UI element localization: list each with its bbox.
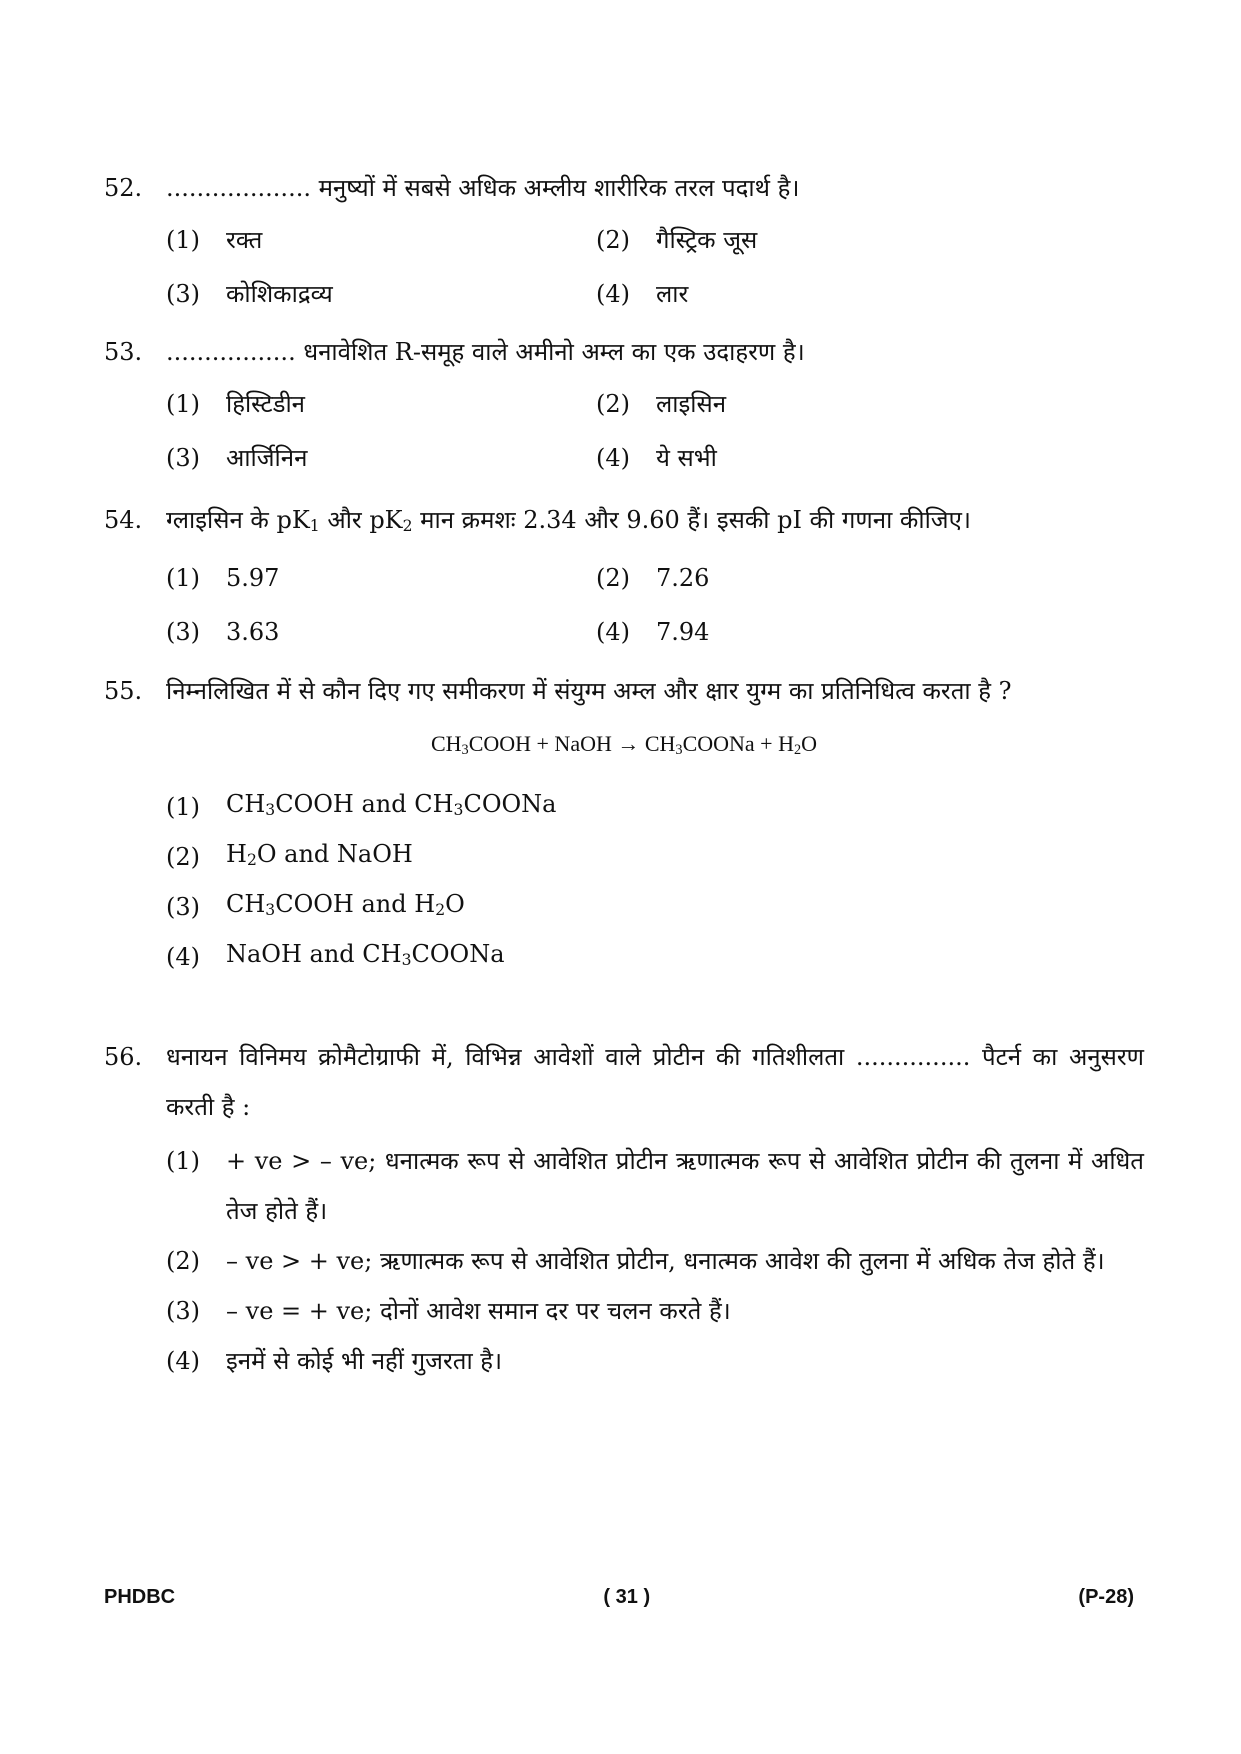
series-code: (P-28)	[1078, 1586, 1134, 1608]
option-4	[596, 267, 1026, 321]
option-text: लार	[656, 280, 689, 308]
subscript: 2	[402, 517, 413, 536]
option-number: (3)	[166, 618, 200, 647]
option-number: (1)	[166, 390, 200, 418]
option-3	[166, 1286, 1144, 1336]
options	[166, 377, 1144, 485]
option-text: रक्त	[226, 226, 263, 254]
option-text: + ve > – ve; धनात्मक रूप से आवेशित प्रोटीन ऋणात्मक रूप से आवेशित प्रोटीन की तुलना में अधित तेज होते हैं।	[226, 1147, 1144, 1225]
option-text: – ve = + ve; दोनों आवेश समान दर पर चलन करते हैं।	[226, 1297, 731, 1325]
option-4	[596, 431, 1026, 485]
subscript: 3	[401, 950, 412, 969]
option-text: हिस्टिडीन	[226, 390, 305, 418]
question-number: 56.	[104, 1043, 143, 1071]
eq-part: COONa + H	[682, 731, 794, 756]
option-text	[226, 779, 557, 835]
question-53	[104, 327, 1144, 485]
options	[166, 213, 1144, 321]
option-text: लाइसिन	[656, 390, 727, 418]
question-number: 54.	[104, 506, 143, 534]
option-number: (1)	[166, 564, 200, 593]
option-text: आर्जिनिन	[226, 444, 308, 472]
option-2	[166, 1236, 1144, 1286]
option-text	[226, 829, 413, 885]
text-part: NaOH and CH	[226, 939, 402, 968]
option-number: (3)	[166, 444, 200, 472]
option-1	[166, 213, 596, 267]
question-56	[104, 1032, 1144, 1386]
option-number: (2)	[166, 1247, 200, 1275]
option-number: (2)	[596, 390, 630, 418]
subscript: 3	[675, 741, 683, 758]
eq-part: COOH + NaOH → CH	[468, 731, 676, 756]
option-4	[166, 932, 1144, 982]
option-3	[166, 605, 596, 659]
option-2	[596, 551, 1026, 605]
option-number: (4)	[596, 444, 630, 472]
text-part: COONa	[411, 939, 505, 968]
subscript: 1	[309, 517, 320, 536]
text-part: ग्लाइसिन के pK	[166, 506, 310, 534]
question-52	[104, 163, 1144, 321]
option-number: (1)	[166, 226, 200, 254]
option-1	[166, 377, 596, 431]
option-number: (2)	[596, 226, 630, 254]
subscript: 2	[246, 850, 257, 869]
question-text: धनायन विनिमय क्रोमैटोग्राफी में, विभिन्न आवेशों वाले प्रोटीन की गतिशीलता ............... पैटर्न का अनुसरण करती है :	[166, 1043, 1144, 1121]
option-text: 3.63	[226, 618, 280, 647]
subscript: 3	[265, 800, 276, 819]
text-part: CH	[226, 789, 266, 818]
question-55	[104, 666, 1144, 982]
chemical-equation	[104, 722, 1144, 772]
text-part: COOH and CH	[275, 789, 454, 818]
option-2	[166, 832, 1144, 882]
text-part: और pK	[319, 506, 403, 534]
page-footer	[104, 1586, 1134, 1609]
text-part: H	[226, 839, 247, 868]
paper-code: PHDBC	[104, 1586, 176, 1608]
option-text: 7.26	[656, 564, 710, 593]
question-text: ................. धनावेशित R-समूह वाले अमीनो अम्ल का एक उदाहरण है।	[166, 338, 805, 366]
option-1	[166, 782, 1144, 832]
question-text: ................... मनुष्यों में सबसे अधिक अम्लीय शारीरिक तरल पदार्थ है।	[166, 174, 800, 202]
text-part: मान क्रमशः 2.34 और 9.60 हैं। इसकी pI की गणना कीजिए।	[412, 506, 971, 534]
options	[166, 782, 1144, 982]
option-text: गैस्ट्रिक जूस	[656, 226, 758, 254]
option-3	[166, 431, 596, 485]
option-4	[596, 605, 1026, 659]
option-3	[166, 267, 596, 321]
subscript: 3	[265, 900, 276, 919]
subscript: 3	[461, 741, 469, 758]
option-number: (1)	[166, 1147, 200, 1175]
option-2	[596, 377, 1026, 431]
option-number: (3)	[166, 892, 200, 921]
option-text: इनमें से कोई भी नहीं गुजरता है।	[226, 1347, 503, 1375]
option-1	[166, 1136, 1144, 1236]
text-part: COOH and H	[275, 889, 436, 918]
question-number: 53.	[104, 338, 143, 366]
text-part: CH	[226, 889, 266, 918]
option-text	[226, 879, 465, 935]
option-number: (1)	[166, 792, 200, 821]
question-text	[166, 495, 1144, 551]
option-4	[166, 1336, 1144, 1386]
option-3	[166, 882, 1144, 932]
option-2	[596, 213, 1026, 267]
text-part: O	[445, 889, 465, 918]
page-number: ( 31 )	[603, 1586, 651, 1608]
option-number: (4)	[596, 618, 630, 647]
option-1	[166, 551, 596, 605]
question-54	[104, 495, 1144, 659]
option-text: 7.94	[656, 618, 710, 647]
option-text: 5.97	[226, 564, 280, 593]
option-number: (3)	[166, 1297, 200, 1325]
option-number: (2)	[166, 842, 200, 871]
option-number: (4)	[166, 1347, 200, 1375]
options	[166, 1136, 1144, 1386]
option-text: ये सभी	[656, 444, 717, 472]
question-text: निम्नलिखित में से कौन दिए गए समीकरण में संयुग्म अम्ल और क्षार युग्म का प्रतिनिधित्व करता है ?	[166, 677, 1012, 705]
options	[166, 551, 1144, 659]
option-number: (4)	[596, 280, 630, 308]
eq-part: O	[801, 731, 818, 756]
option-number: (4)	[166, 942, 200, 971]
option-text: कोशिकाद्रव्य	[226, 280, 333, 308]
text-part: COONa	[463, 789, 557, 818]
subscript: 2	[435, 900, 446, 919]
eq-part: CH	[430, 731, 462, 756]
option-number: (2)	[596, 564, 630, 593]
subscript: 3	[453, 800, 464, 819]
question-number: 52.	[104, 174, 143, 202]
text-part: O and NaOH	[256, 839, 413, 868]
subscript: 2	[793, 741, 802, 758]
option-text	[226, 929, 505, 985]
option-number: (3)	[166, 280, 200, 308]
question-number: 55.	[104, 677, 143, 705]
option-text: – ve > + ve; ऋणात्मक रूप से आवेशित प्रोटीन, धनात्मक आवेश की तुलना में अधिक तेज होते हैं।	[226, 1247, 1105, 1275]
